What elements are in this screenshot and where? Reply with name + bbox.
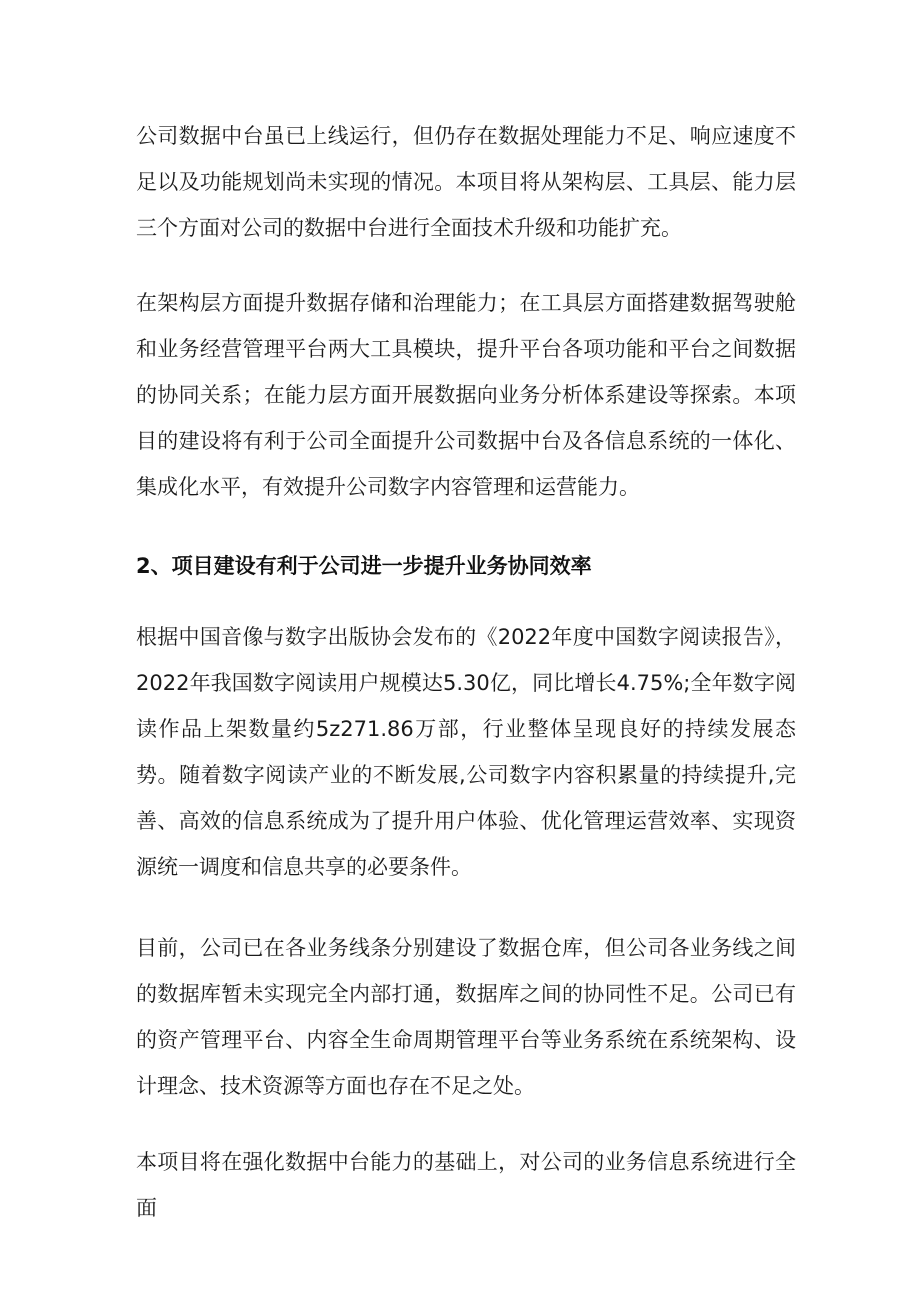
section-heading: 2、项目建设有利于公司进一步提升业务协同效率 — [136, 554, 592, 578]
paragraph-project-plan: 本项目将在强化数据中台能力的基础上，对公司的业务信息系统进行全面 — [136, 1150, 796, 1220]
paragraph-data-platform-status: 公司数据中台虽已上线运行，但仍存在数据处理能力不足、响应速度不足以及功能规划尚未实现的情况。本项目将从架构层、工具层、能力层三个方面对公司的数据中台进行全面技术升级和功能扩充。 — [136, 124, 796, 240]
paragraph-digital-reading-report: 根据中国音像与数字出版协会发布的《2022年度中国数字阅读报告》，2022年我国数字阅读用户规模达5.30亿，同比增长4.75%;全年数字阅读作品上架数量约5z271.86万部，行业整体呈现良好的持续发展态势。随着数字阅读产业的不断发展,公司数字内容积累量的持续提升,完善、高效的信息系统成为了提升用户体验、优化管理运营效率、实现资源统一调度和信息共享的必要条件。 — [136, 625, 796, 879]
paragraph-current-data-warehouse: 目前，公司已在各业务线条分别建设了数据仓库，但公司各业务线之间的数据库暂未实现完全内部打通，数据库之间的协同性不足。公司已有的资产管理平台、内容全生命周期管理平台等业务系统在系统架构、设计理念、技术资源等方面也存在不足之处。 — [136, 936, 796, 1098]
paragraph-architecture-tools: 在架构层方面提升数据存储和治理能力；在工具层方面搭建数据驾驶舱和业务经营管理平台两大工具模块，提升平台各项功能和平台之间数据的协同关系；在能力层方面开展数据向业务分析体系建设等探索。本项目的建设将有利于公司全面提升公司数据中台及各信息系统的一体化、集成化水平，有效提升公司数字内容管理和运营能力。 — [136, 291, 796, 499]
